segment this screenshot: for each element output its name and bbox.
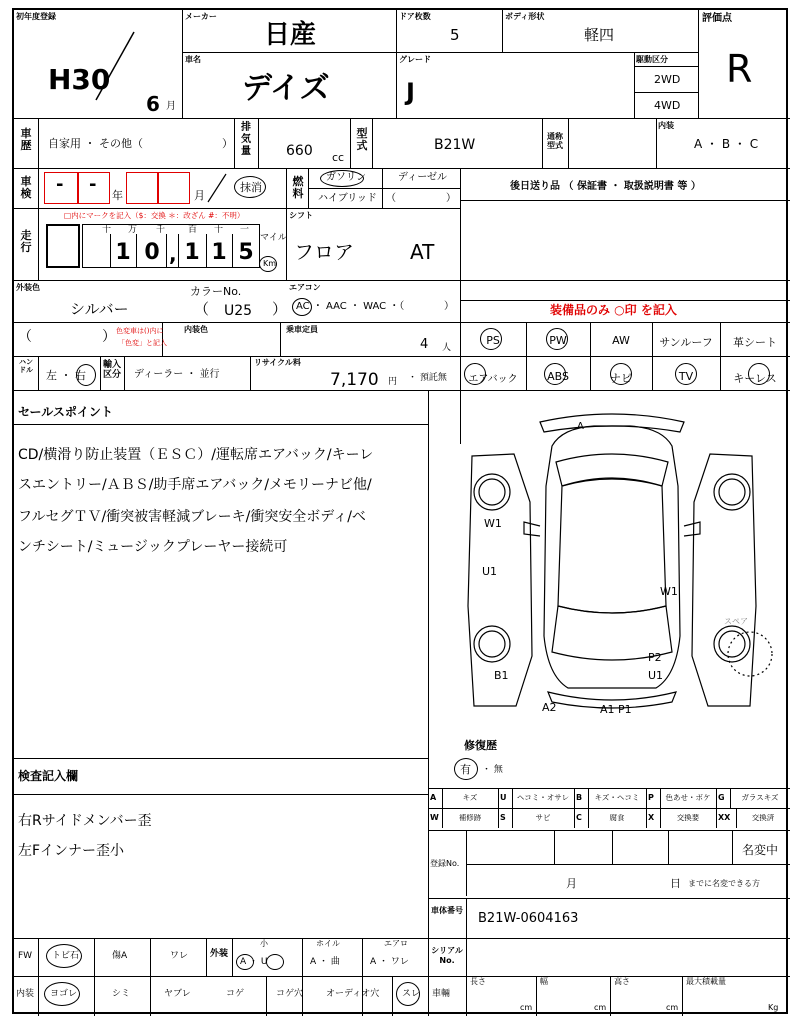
paren: ） (272, 300, 288, 318)
divider (634, 92, 698, 93)
damage-mark-b1: B1 (494, 669, 509, 682)
legend-desc: ガラスキズ (741, 794, 779, 802)
displacement-value: 660 (286, 143, 313, 159)
int-item: オーディオ穴 (326, 989, 380, 999)
damage-mark-a1-p1: A1 P1 (600, 703, 632, 716)
import-label: 輸入区分 (102, 360, 121, 380)
divider (574, 808, 575, 828)
drive-4wd: 4WD (654, 99, 681, 112)
int-item: シミ (112, 989, 131, 999)
inspection-month-box (158, 172, 190, 204)
divider (460, 300, 790, 301)
divider (286, 168, 287, 280)
vin-value: B21W-0604163 (478, 911, 579, 926)
length-label: 長さ (470, 977, 486, 986)
car-top-outline (544, 426, 680, 688)
divider (150, 938, 151, 1016)
divider (232, 938, 233, 976)
equipment-sunroof: サンルーフ (659, 336, 713, 349)
small-label: 小 (260, 939, 268, 948)
equipment-airbag: エアバック (468, 374, 518, 385)
divider (38, 118, 39, 168)
max-load-label: 最大積載量 (686, 977, 726, 986)
inspection-notes-title: 検査記入欄 (18, 769, 79, 783)
shift-trans: AT (410, 240, 435, 264)
divider (610, 976, 611, 1016)
drive-label: 駆動区分 (636, 55, 668, 64)
divider (612, 830, 613, 864)
damage-mark-w1-left: W1 (484, 517, 502, 530)
height-label: 高さ (614, 977, 630, 986)
divider (14, 424, 428, 425)
divider (38, 356, 39, 390)
drive-2wd: 2WD (654, 73, 681, 86)
cm-unit: cm (520, 1003, 533, 1012)
history-text: 自家用 ・ その他（ (48, 137, 143, 150)
divider (14, 280, 790, 281)
grade-score-label: 評価点 (702, 13, 732, 24)
mirror-right (684, 522, 700, 536)
color-no-label: カラーNo. (190, 285, 242, 298)
inspection-label: 車検 (20, 175, 32, 200)
exterior-color-label: 外装色 (16, 283, 40, 292)
mile-label: マイル (260, 233, 287, 243)
car-name-value: デイズ (242, 71, 330, 106)
legend-code: G (718, 793, 725, 802)
divider (14, 390, 790, 391)
sales-line: スエントリー/ＡＢＳ/助手席エアバック/メモリーナビ他/ (18, 477, 372, 493)
handle-options: 左 ・ 右 (46, 369, 86, 382)
int-item: コゲ穴 (276, 989, 304, 999)
grade-value: J (406, 78, 415, 106)
selected-circle (320, 170, 364, 187)
slash (206, 172, 228, 204)
first-reg-month: 6 (146, 92, 160, 116)
divider (466, 938, 467, 976)
equipment-ps: PS (486, 334, 500, 347)
capacity-value: 4 (420, 337, 429, 352)
int-item: コゲ (226, 989, 245, 999)
divider (634, 66, 698, 67)
fw-item: ワレ (170, 951, 189, 961)
divider (466, 898, 467, 938)
serial-label: シリアルNo. (431, 946, 463, 965)
legend-code: U (500, 793, 507, 802)
expired-option: 抹消 (240, 181, 262, 194)
legend-code: W (430, 813, 439, 822)
divider (466, 830, 467, 896)
divider (136, 234, 137, 268)
doors-value: 5 (450, 26, 460, 44)
paren: （ (18, 329, 32, 345)
equipment-navi: ナビ (610, 372, 632, 385)
divider (502, 10, 503, 52)
doors-label: ドア枚数 (399, 12, 431, 21)
selected-circle (610, 363, 632, 385)
divider (38, 168, 39, 280)
cm-unit: cm (666, 1003, 679, 1012)
divider (716, 808, 717, 828)
wheel-label: ホイル (316, 939, 340, 948)
divider (266, 976, 267, 1016)
aircon-label: エアコン (289, 283, 321, 292)
unit-label: 万 (128, 225, 138, 235)
damage-mark-a: A (577, 421, 584, 432)
divider (512, 808, 513, 828)
history-close: ） (222, 137, 233, 150)
fuel-diesel: ディーゼル (398, 172, 447, 183)
fw-item: 傷A (112, 951, 128, 961)
interior-grade-label: 内装 (658, 121, 674, 130)
int-label: 内装 (16, 989, 35, 999)
divider (182, 10, 183, 118)
damage-mark-u1-left: U1 (482, 565, 498, 578)
selected-circle (236, 954, 254, 970)
divider (656, 118, 657, 168)
selected-circle (454, 758, 478, 780)
legend-desc: 交換要 (676, 814, 700, 822)
inspection-note-line: 右Rサイドメンバー歪 (18, 813, 152, 829)
odometer-digit: 5 (238, 240, 254, 265)
divider (736, 808, 737, 828)
divider (14, 794, 428, 795)
dims-label: 車輛 (432, 989, 451, 999)
divider (14, 168, 790, 169)
paren: ） (102, 329, 116, 345)
body-label: ボディ形状 (505, 12, 545, 21)
capacity-unit: 人 (442, 343, 452, 353)
divider (372, 118, 373, 168)
divider (668, 830, 669, 864)
legend-desc: 交換済 (751, 814, 775, 822)
wheel-options: A ・ 曲 (310, 957, 340, 967)
fuel-gasoline: ガソリン (326, 172, 366, 183)
divider (428, 788, 790, 789)
kg-unit: Kg (768, 1003, 779, 1012)
damage-mark-w1-right: W1 (660, 585, 678, 598)
divider (308, 188, 460, 189)
divider (280, 322, 281, 356)
selected-circle (76, 364, 96, 386)
first-reg-label: 初年度登録 (16, 12, 56, 21)
divider (716, 788, 717, 808)
damage-mark-p2: P2 (648, 651, 662, 664)
legend-code: XX (718, 813, 731, 822)
legend-desc: キズ (462, 794, 478, 802)
vin-label: 車体番号 (431, 906, 463, 915)
selected-circle (464, 363, 486, 385)
selected-circle (46, 944, 82, 968)
auction-sheet (12, 8, 788, 1014)
spare-label: スペア (724, 617, 748, 626)
width-label: 幅 (540, 977, 548, 986)
divider (660, 788, 661, 808)
inspection-note-line: 左Fインナー歪小 (18, 843, 125, 859)
sales-line: ンチシート/ミュージックプレーヤー接続可 (18, 539, 288, 555)
divider (588, 808, 589, 828)
divider (428, 830, 790, 831)
month-unit: 月 (166, 101, 176, 112)
divider (124, 356, 125, 390)
history-label: 車歴 (20, 127, 32, 152)
fuel-hybrid: ハイブリッド (318, 193, 377, 204)
selected-circle (546, 328, 568, 350)
accessories-note: 後日送り品 （ 保証書 ・ 取扱説明書 等 ） (510, 181, 701, 192)
divider (14, 356, 790, 357)
divider (14, 758, 428, 759)
damage-mark-u1-right: U1 (648, 669, 664, 682)
paren: （ (194, 300, 210, 318)
divider (536, 976, 537, 1016)
divider (498, 788, 499, 808)
repair-yes: 有 (460, 763, 471, 776)
divider (178, 234, 179, 268)
divider (232, 234, 233, 268)
maker-value: 日産 (264, 20, 317, 50)
dash: - (89, 174, 97, 195)
selected-circle (544, 363, 566, 385)
handle-label: ハンドル (19, 358, 33, 374)
divider (14, 208, 460, 209)
divider (730, 788, 731, 808)
divider (554, 830, 555, 864)
paren: ） (444, 301, 454, 312)
legend-code: X (648, 813, 655, 822)
divider (466, 864, 790, 865)
divider (682, 976, 683, 1016)
selected-circle (234, 176, 266, 198)
divider (250, 356, 251, 390)
shift-type: フロア (294, 240, 354, 264)
odometer-digit: 0 (144, 240, 160, 265)
divider (646, 808, 647, 828)
divider (466, 976, 467, 1016)
registration-deadline-note: までに名変できる方 (688, 879, 760, 888)
int-item: ヨゴレ (50, 989, 78, 999)
odometer-comma: , (169, 242, 177, 266)
selected-circle (259, 256, 277, 272)
divider (206, 938, 207, 976)
divider (428, 390, 429, 1016)
legend-code: A (430, 793, 437, 802)
divider (234, 118, 235, 168)
shift-label: シフト (289, 211, 313, 220)
common-model-label: 通称型式 (547, 132, 563, 150)
registration-month: 月 (566, 877, 577, 890)
repair-none: ・ 無 (482, 765, 503, 775)
divider (350, 118, 351, 168)
selected-circle (266, 954, 284, 970)
yen-unit: 円 (388, 377, 398, 387)
fw-label: FW (18, 951, 33, 961)
color-no-value: U25 (224, 303, 253, 319)
car-name-label: 車名 (185, 55, 201, 64)
odometer-digit: 1 (115, 240, 131, 265)
mileage-mark-box (46, 224, 80, 268)
km-label: Km (263, 259, 277, 268)
spare-tire (728, 632, 772, 676)
selected-circle (292, 298, 312, 316)
mirror-left (524, 522, 540, 536)
maker-label: メーカー (185, 12, 217, 21)
unit-label: 一 (240, 225, 250, 235)
aero-options: A ・ ワレ (370, 957, 409, 967)
interior-color-label: 内装色 (184, 325, 208, 334)
front-windshield (556, 454, 668, 486)
equipment-keyless: キーレス (733, 372, 777, 385)
divider (14, 976, 790, 977)
ext-label: 外装 (209, 949, 228, 959)
equipment-note: 装備品のみ ○印 を記入 (550, 303, 677, 317)
divider (100, 356, 101, 390)
divider (460, 200, 790, 201)
divider (258, 118, 259, 168)
capacity-label: 乗車定員 (286, 325, 318, 334)
divider (302, 938, 303, 1016)
equipment-aw: AW (612, 334, 630, 347)
exterior-color-value: シルバー (70, 300, 129, 318)
body-value: 軽四 (584, 26, 615, 44)
date-slash (92, 30, 138, 102)
repair-history-label: 修復歴 (464, 739, 497, 752)
odometer-digit: 1 (184, 240, 200, 265)
divider (362, 938, 363, 1016)
recycle-value: 7,170 (330, 370, 379, 390)
divider (428, 898, 790, 899)
unit-label: 百 (188, 225, 198, 235)
selected-circle (480, 328, 502, 350)
name-change-pending: 名変中 (742, 843, 779, 857)
divider (442, 788, 443, 808)
cm-unit: cm (594, 1003, 607, 1012)
int-item: ヤブレ (164, 989, 191, 999)
car-roof (558, 478, 666, 613)
car-right-side (692, 454, 756, 706)
fuel-label: 燃料 (292, 175, 304, 200)
dealer-options: ディーラー ・ 並行 (134, 369, 220, 380)
divider (588, 788, 589, 808)
year-unit: 年 (112, 189, 123, 202)
aircon-options: AC ・ AAC ・ WAC ・（ (296, 301, 405, 312)
divider (574, 788, 575, 808)
selected-circle (396, 982, 420, 1006)
legend-code: B (576, 793, 583, 802)
paren: ） (446, 193, 456, 204)
grade-score-value: R (726, 47, 753, 91)
month-unit: 月 (194, 189, 205, 202)
model-value: B21W (434, 137, 476, 153)
grade-label: グレード (399, 55, 431, 64)
interior-grade-options: A ・ B ・ C (694, 137, 759, 151)
int-item: スレ (402, 989, 421, 999)
divider (396, 52, 397, 118)
legend-desc: 補修跡 (458, 814, 482, 822)
divider (38, 938, 39, 1016)
recycle-label: リサイクル料 (254, 358, 301, 367)
divider (166, 234, 167, 268)
equipment-abs: ABS (547, 370, 569, 383)
divider (14, 118, 790, 119)
front-bumper (540, 414, 684, 432)
legend-desc: キズ・ヘコミ (594, 794, 640, 802)
equipment-pw: PW (549, 334, 567, 347)
dash: - (56, 174, 64, 195)
selected-circle (44, 982, 80, 1006)
registration-day: 日 (670, 877, 681, 890)
paren: （ (386, 193, 396, 204)
selected-circle (675, 363, 697, 385)
divider (732, 830, 733, 864)
deposit-none: ・ 預託無 (408, 373, 447, 383)
cc-unit: cc (332, 151, 345, 164)
aero-label: エアロ (384, 939, 408, 948)
divider (392, 976, 393, 1016)
unit-label: 十 (102, 225, 112, 235)
divider (542, 118, 543, 168)
fw-item: トビ石 (52, 951, 80, 961)
odometer-digit: 1 (211, 240, 227, 265)
divider (646, 788, 647, 808)
inspection-month-box (126, 172, 158, 204)
sales-line: CD/横滑り防止装置（ＥＳＣ）/運転席エアバック/キーレ (18, 447, 374, 463)
sales-points-title: セールスポイント (18, 405, 113, 419)
legend-desc: 腐食 (609, 814, 625, 822)
model-label: 型式 (356, 127, 368, 152)
unit-label: 千 (156, 225, 166, 235)
displacement-label: 排気量 (241, 122, 251, 157)
divider (498, 808, 499, 828)
mileage-label: 走行 (20, 229, 32, 254)
color-change-note: 「色変」と記入 (118, 339, 167, 347)
divider (14, 322, 790, 323)
divider (660, 808, 661, 828)
divider (568, 118, 569, 168)
divider (396, 10, 397, 52)
legend-code: S (500, 813, 506, 822)
divider (460, 168, 461, 444)
equipment-leather: 革シート (733, 336, 777, 349)
legend-desc: サビ (535, 814, 551, 822)
registration-label: 登録No. (430, 859, 460, 868)
legend-desc: ヘコミ・オサレ (516, 794, 570, 802)
divider (94, 938, 95, 1016)
sales-line: フルセグＴＶ/衝突被害軽減ブレーキ/衝突安全ボディ/ベ (18, 509, 366, 525)
divider (512, 788, 513, 808)
divider (634, 52, 635, 118)
legend-code: P (648, 793, 654, 802)
mileage-note: □内にマークを記入（$：交換 ＊：改ざん #：不明） (64, 211, 245, 220)
ext-scale: A ・ U (240, 957, 268, 967)
color-change-note: 色変車は()内に (116, 327, 164, 335)
equipment-tv: TV (678, 370, 694, 383)
first-reg-year: H30 (48, 63, 111, 96)
legend-desc: 色あせ・ボケ (665, 794, 711, 802)
selected-circle (748, 363, 770, 385)
unit-label: 十 (214, 225, 224, 235)
legend-code: C (576, 813, 582, 822)
damage-mark-a2: A2 (542, 701, 557, 714)
divider (182, 52, 698, 53)
divider (442, 808, 443, 828)
divider (698, 10, 699, 118)
